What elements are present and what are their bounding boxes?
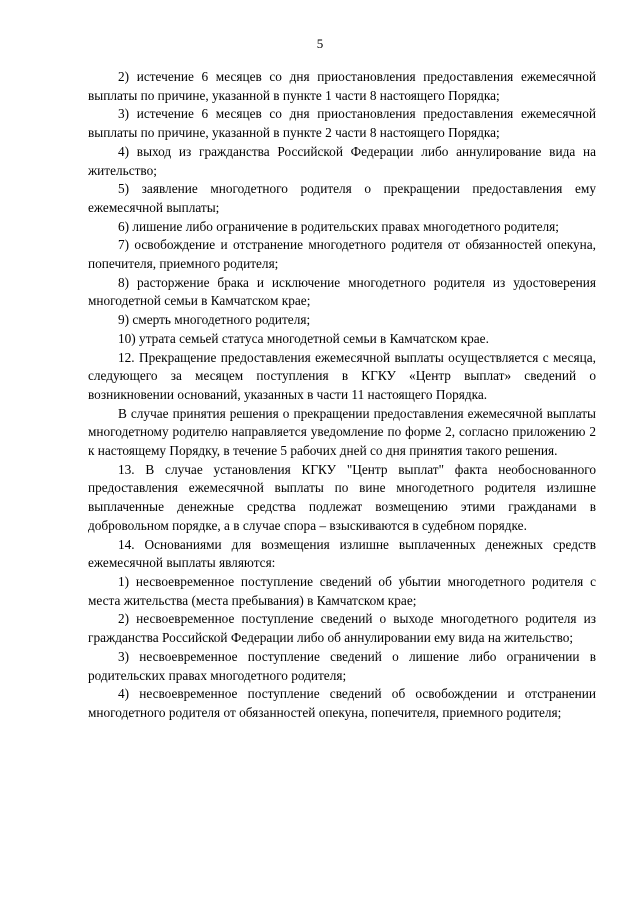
paragraph-item-6: 6) лишение либо ограничение в родительских правах многодетного родителя;	[118, 218, 559, 234]
section-12-paragraph: 12. Прекращение предоставления ежемесячной выплаты осуществляется с месяца, следующего за месяцем поступления в КГКУ «Центр выплат» сведений о возникновении оснований, указанных в части 11 настоящего Порядка.	[88, 349, 596, 402]
notification-paragraph: В случае принятия решения о прекращении предоставления ежемесячной выплаты многодетному родителю направляется уведомление по форме 2, согласно приложению 2 к настоящему Порядку, в течение 5 рабочих дней со дня принятия такого решения.	[88, 405, 596, 459]
paragraph-item-7: 7) освобождение и отстранение многодетного родителя от обязанностей опекуна, попечителя, приемного родителя;	[88, 237, 596, 272]
section-14-paragraph: 14. Основаниями для возмещения излишне выплаченных денежных средств ежемесячной выплаты являются:	[88, 536, 596, 571]
paragraph-item-3: 3) истечение 6 месяцев со дня приостановления предоставления ежемесячной выплаты по причине, указанной в пункте 2 части 8 настоящего Порядка;	[88, 106, 596, 141]
reimbursement-item-1: 1) несвоевременное поступление сведений об убытии многодетного родителя с места жительства (места пребывания) в Камчатском крае;	[88, 573, 596, 608]
paragraph-item-9: 9) смерть многодетного родителя;	[118, 312, 311, 328]
paragraph-item-8: 8) расторжение брака и исключение многодетного родителя из удостоверения многодетной семьи в Камчатском крае;	[88, 274, 596, 309]
paragraph-item-5: 5) заявление многодетного родителя о прекращении предоставления ему ежемесячной выплаты;	[88, 181, 596, 215]
reimbursement-item-4: 4) несвоевременное поступление сведений об освобождении и отстранении многодетного родителя от обязанностей опекуна, попечителя, приемного родителя;	[88, 686, 596, 720]
paragraph-item-10: 10) утрата семьей статуса многодетной семьи в Камчатском крае.	[118, 330, 489, 346]
document-body	[88, 68, 596, 723]
page-number: 5	[316, 36, 324, 51]
reimbursement-item-3: 3) несвоевременное поступление сведений о лишение либо ограничении в родительских правах многодетного родителя;	[88, 648, 596, 683]
paragraph-item-2: 2) истечение 6 месяцев со дня приостановления предоставления ежемесячной выплаты по причине, указанной в пункте 1 части 8 настоящего Порядка;	[88, 69, 596, 103]
paragraph-item-4: 4) выход из гражданства Российской Федерации либо аннулирование вида на жительство;	[88, 143, 596, 178]
section-13-paragraph: 13. В случае установления КГКУ "Центр выплат" факта необоснованного предоставления ежемесячной выплаты по вине многодетного родителя излишне выплаченные денежные средства подлежат возмещению этими гражданами в добровольном порядке, а в случае спора – взыскиваются в судебном порядке.	[88, 461, 596, 533]
reimbursement-item-2: 2) несвоевременное поступление сведений о выходе многодетного родителя из гражданства Российской Федерации либо об аннулировании ему вида на жительство;	[88, 611, 596, 646]
